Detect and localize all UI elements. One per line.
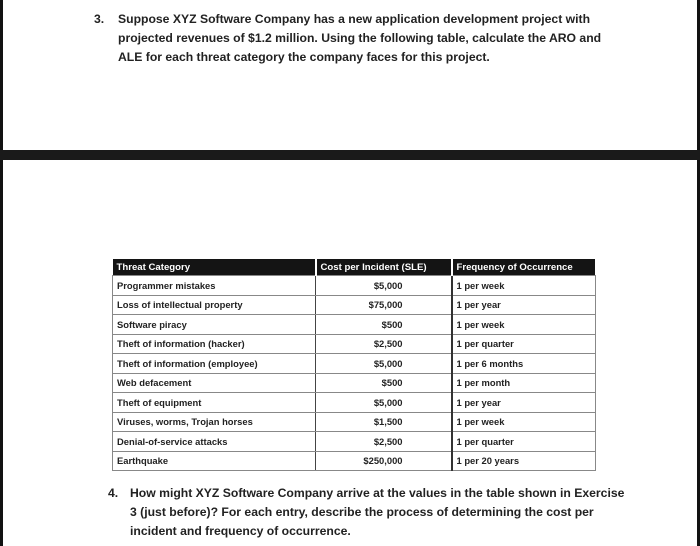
header-cost-per-incident: Cost per Incident (SLE) — [316, 259, 452, 276]
table-row — [113, 393, 596, 413]
question-4-text: How might XYZ Software Company arrive at the values in the table shown in Exercise 3 (just before)? For each entry, describe the process of determining the cost per incident and frequency of occurrence. — [130, 486, 625, 538]
table-row — [113, 412, 596, 432]
table-row — [113, 373, 596, 393]
frequency-cell: 1 per week — [452, 276, 596, 296]
cost-cell: $2,500 — [316, 334, 452, 354]
threat-cell: Theft of information (hacker) — [113, 334, 316, 354]
threat-cell: Loss of intellectual property — [113, 295, 316, 315]
panel-divider — [0, 150, 700, 160]
table-row — [113, 451, 596, 471]
cost-cell: $500 — [316, 373, 452, 393]
table-row — [113, 295, 596, 315]
question-3-text: Suppose XYZ Software Company has a new application development project with projected revenues of $1.2 million. Using the following table, calculate the ARO and ALE for each threat category the company faces for this project. — [118, 12, 602, 64]
table-row — [113, 432, 596, 452]
table-header-row — [113, 259, 596, 276]
cost-cell: $75,000 — [316, 295, 452, 315]
frequency-cell: 1 per month — [452, 373, 596, 393]
frequency-cell: 1 per 20 years — [452, 451, 596, 471]
question-3 — [94, 10, 609, 67]
frequency-cell: 1 per quarter — [452, 334, 596, 354]
frequency-cell: 1 per week — [452, 315, 596, 335]
cost-cell: $5,000 — [316, 354, 452, 374]
table-row — [113, 276, 596, 296]
threat-cell: Theft of equipment — [113, 393, 316, 413]
question-3-number: 3. — [94, 12, 105, 26]
threat-cell: Web defacement — [113, 373, 316, 393]
frequency-cell: 1 per week — [452, 412, 596, 432]
cost-cell: $1,500 — [316, 412, 452, 432]
threat-table — [112, 259, 596, 471]
cost-cell: $500 — [316, 315, 452, 335]
cost-cell: $5,000 — [316, 276, 452, 296]
threat-cell: Programmer mistakes — [113, 276, 316, 296]
frequency-cell: 1 per 6 months — [452, 354, 596, 374]
threat-cell: Earthquake — [113, 451, 316, 471]
question-4-number: 4. — [108, 486, 119, 500]
cost-cell: $5,000 — [316, 393, 452, 413]
threat-cell: Software piracy — [113, 315, 316, 335]
header-threat-category: Threat Category — [113, 259, 316, 276]
cost-cell: $250,000 — [316, 451, 452, 471]
table-row — [113, 315, 596, 335]
frequency-cell: 1 per year — [452, 393, 596, 413]
threat-cell: Theft of information (employee) — [113, 354, 316, 374]
table-row — [113, 334, 596, 354]
question-4 — [108, 484, 628, 541]
cost-cell: $2,500 — [316, 432, 452, 452]
threat-cell: Denial-of-service attacks — [113, 432, 316, 452]
table-row — [113, 354, 596, 374]
frequency-cell: 1 per quarter — [452, 432, 596, 452]
threat-cell: Viruses, worms, Trojan horses — [113, 412, 316, 432]
header-frequency: Frequency of Occurrence — [452, 259, 596, 276]
frequency-cell: 1 per year — [452, 295, 596, 315]
